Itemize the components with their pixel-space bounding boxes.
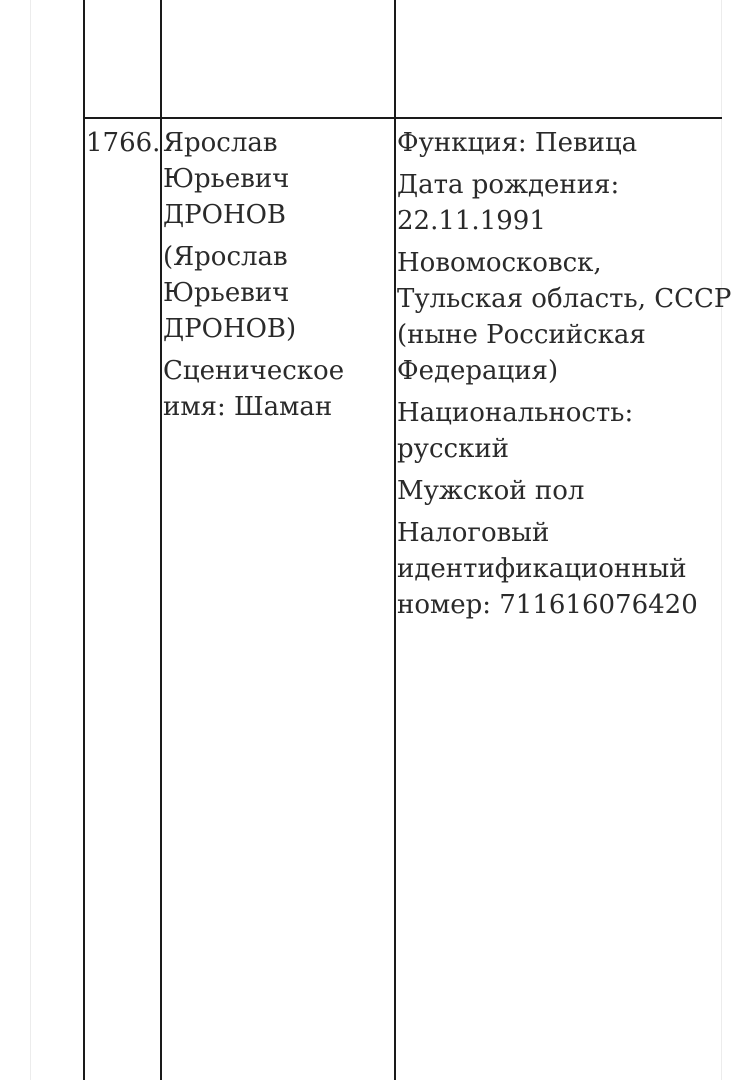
birth-place-field xyxy=(397,245,732,389)
full-name xyxy=(163,125,392,233)
tax-id-line: идентификационный xyxy=(397,554,687,584)
full-name-line: Ярослав xyxy=(163,128,278,158)
stage-name xyxy=(163,353,392,425)
alternate-name xyxy=(163,239,392,347)
entry-number-cell xyxy=(86,125,160,167)
birth-place-line: Тульская область, СССР xyxy=(397,284,732,314)
nationality-label: Национальность: xyxy=(397,398,634,428)
birth-date-label: Дата рождения: xyxy=(397,170,620,200)
nationality-field xyxy=(397,395,722,467)
alternate-name-line: ДРОНОВ) xyxy=(163,314,297,344)
table-border-left xyxy=(83,0,85,1080)
table-column-divider-2 xyxy=(394,0,396,1080)
birth-date-field xyxy=(397,167,722,239)
tax-id-line: Налоговый xyxy=(397,518,550,548)
nationality-value: русский xyxy=(397,434,509,464)
entry-name-cell xyxy=(163,125,392,431)
table-column-divider-1 xyxy=(160,0,162,1080)
birth-date-value: 22.11.1991 xyxy=(397,206,546,236)
birth-place-line: Федерация) xyxy=(397,356,559,386)
birth-place-line: (ныне Российская xyxy=(397,320,646,350)
birth-place-line: Новомосковск, xyxy=(397,248,602,278)
gender-field: Мужской пол xyxy=(397,476,585,506)
entry-number: 1766. xyxy=(86,128,161,158)
table-row-divider xyxy=(84,117,722,119)
full-name-line: Юрьевич xyxy=(163,164,290,194)
function-field: Функция: Певица xyxy=(397,128,638,158)
full-name-line: ДРОНОВ xyxy=(163,200,287,230)
stage-name-line: Сценическое xyxy=(163,356,345,386)
entry-details-cell xyxy=(397,125,732,629)
tax-id-field xyxy=(397,515,722,623)
tax-id-line: номер: 711616076420 xyxy=(397,590,698,620)
alternate-name-line: Юрьевич xyxy=(163,278,290,308)
alternate-name-line: (Ярослав xyxy=(163,242,288,272)
stage-name-line: имя: Шаман xyxy=(163,392,333,422)
